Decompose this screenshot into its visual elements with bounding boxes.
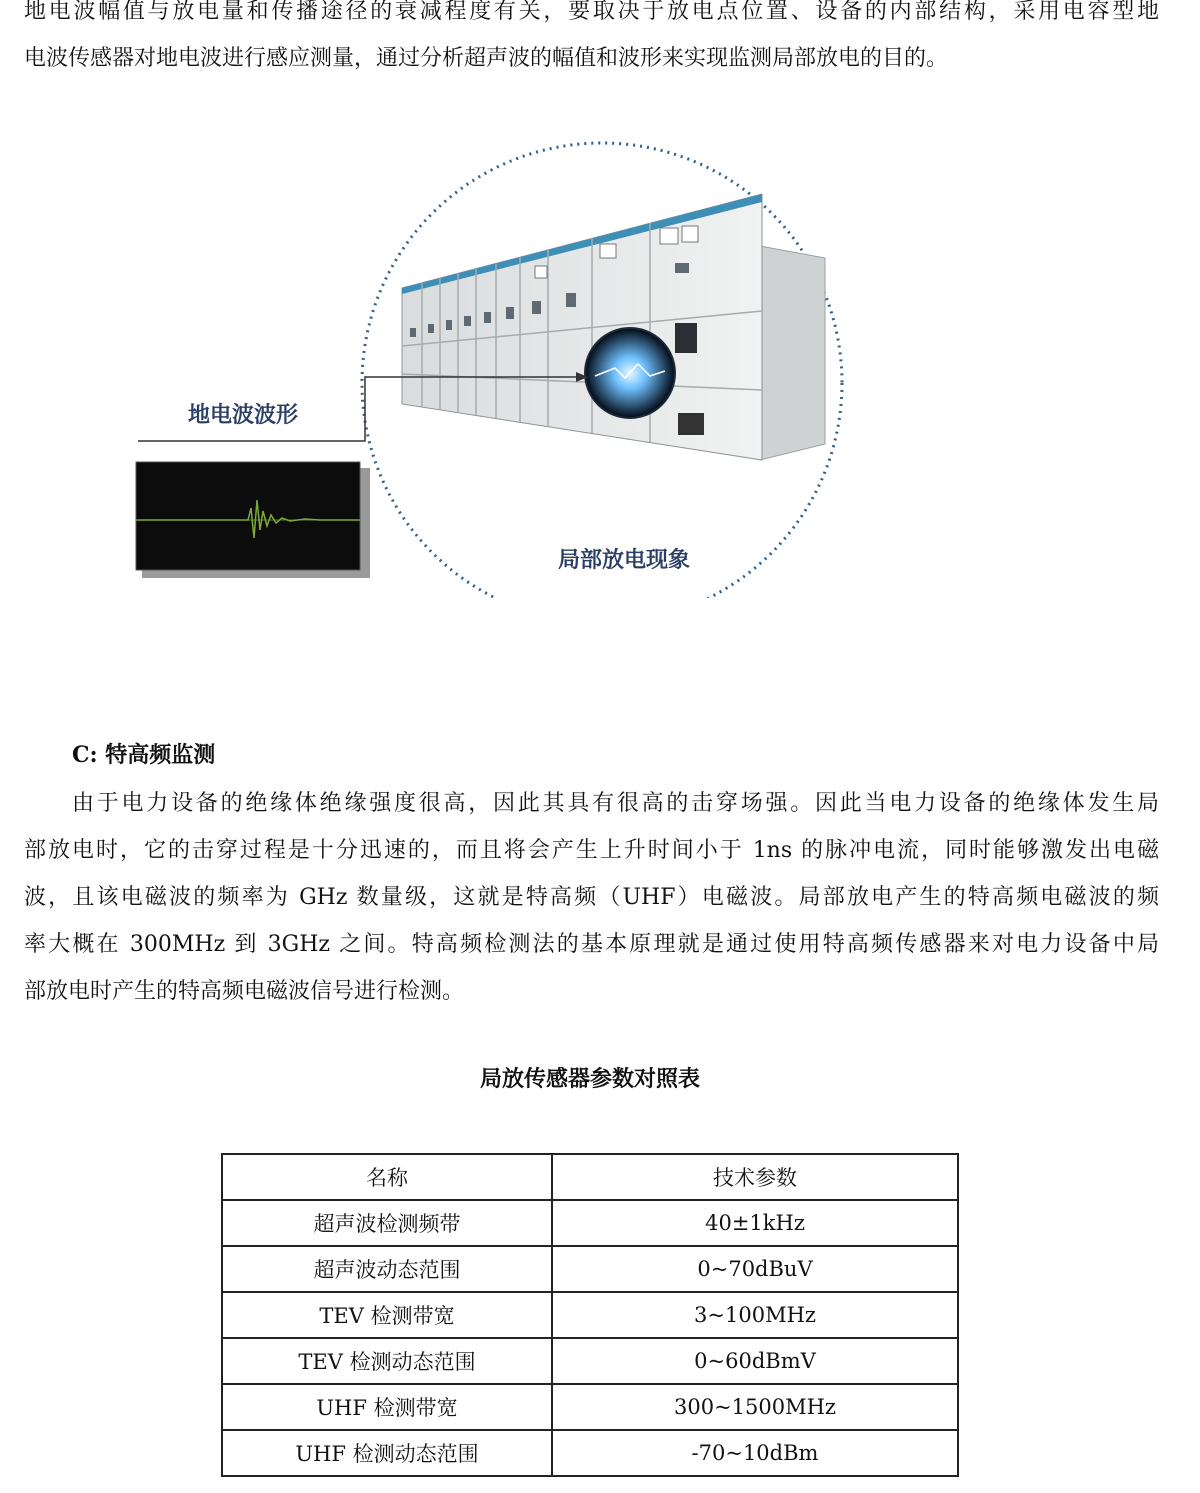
row-name: 超声波动态范围 xyxy=(222,1246,552,1292)
row-value: 0~60dBmV xyxy=(552,1338,958,1384)
row-name: TEV 检测动态范围 xyxy=(222,1338,552,1384)
row-value: 0~70dBuV xyxy=(552,1246,958,1292)
intro-line-1: 地电波幅值与放电量和传播途径的衰减程度有关，要取决于放电点位置、设备的内部结构，采用电容型地 xyxy=(24,0,1159,24)
waveform-screen xyxy=(136,462,360,570)
tev-figure xyxy=(130,128,850,598)
row-value: 40±1kHz xyxy=(552,1200,958,1246)
table-row xyxy=(222,1430,958,1476)
section-c-line-5: 部放电时产生的特高频电磁波信号进行检测。 xyxy=(24,979,465,1004)
row-value: 300~1500MHz xyxy=(552,1384,958,1430)
row-name: 超声波检测频带 xyxy=(222,1200,552,1246)
section-c-heading: C: 特高频监测 xyxy=(72,742,216,768)
table-row xyxy=(222,1246,958,1292)
table-row xyxy=(222,1200,958,1246)
header-name: 名称 xyxy=(222,1154,552,1200)
table-row xyxy=(222,1338,958,1384)
switchgear-illustration xyxy=(130,128,850,598)
parameter-table xyxy=(221,1153,959,1477)
row-name: UHF 检测带宽 xyxy=(222,1384,552,1430)
table-title: 局放传感器参数对照表 xyxy=(479,1066,700,1092)
row-value: -70~10dBm xyxy=(552,1430,958,1476)
table-row xyxy=(222,1384,958,1430)
intro-line-2: 电波传感器对地电波进行感应测量，通过分析超声波的幅值和波形来实现监测局部放电的目的。 xyxy=(24,46,949,71)
phenomenon-label: 局部放电现象 xyxy=(558,548,691,573)
table-header-row xyxy=(222,1154,958,1200)
section-c-line-3: 波，且该电磁波的频率为 GHz 数量级，这就是特高频（UHF）电磁波。局部放电产生的特高频电磁波的频 xyxy=(24,885,1159,910)
cabinet-front xyxy=(402,194,762,460)
waveform-label: 地电波波形 xyxy=(188,403,299,428)
row-value: 3~100MHz xyxy=(552,1292,958,1338)
row-name: UHF 检测动态范围 xyxy=(222,1430,552,1476)
cabinet-side xyxy=(760,246,825,460)
row-name: TEV 检测带宽 xyxy=(222,1292,552,1338)
header-params: 技术参数 xyxy=(552,1154,958,1200)
section-c-line-4: 率大概在 300MHz 到 3GHz 之间。特高频检测法的基本原理就是通过使用特高频传感器来对电力设备中局 xyxy=(24,932,1159,957)
table-row xyxy=(222,1292,958,1338)
section-c-line-1: 由于电力设备的绝缘体绝缘强度很高，因此其具有很高的击穿场强。因此当电力设备的绝缘体发生局 xyxy=(72,791,1159,816)
section-c-line-2: 部放电时，它的击穿过程是十分迅速的，而且将会产生上升时间小于 1ns 的脉冲电流，同时能够激发出电磁 xyxy=(24,838,1159,863)
